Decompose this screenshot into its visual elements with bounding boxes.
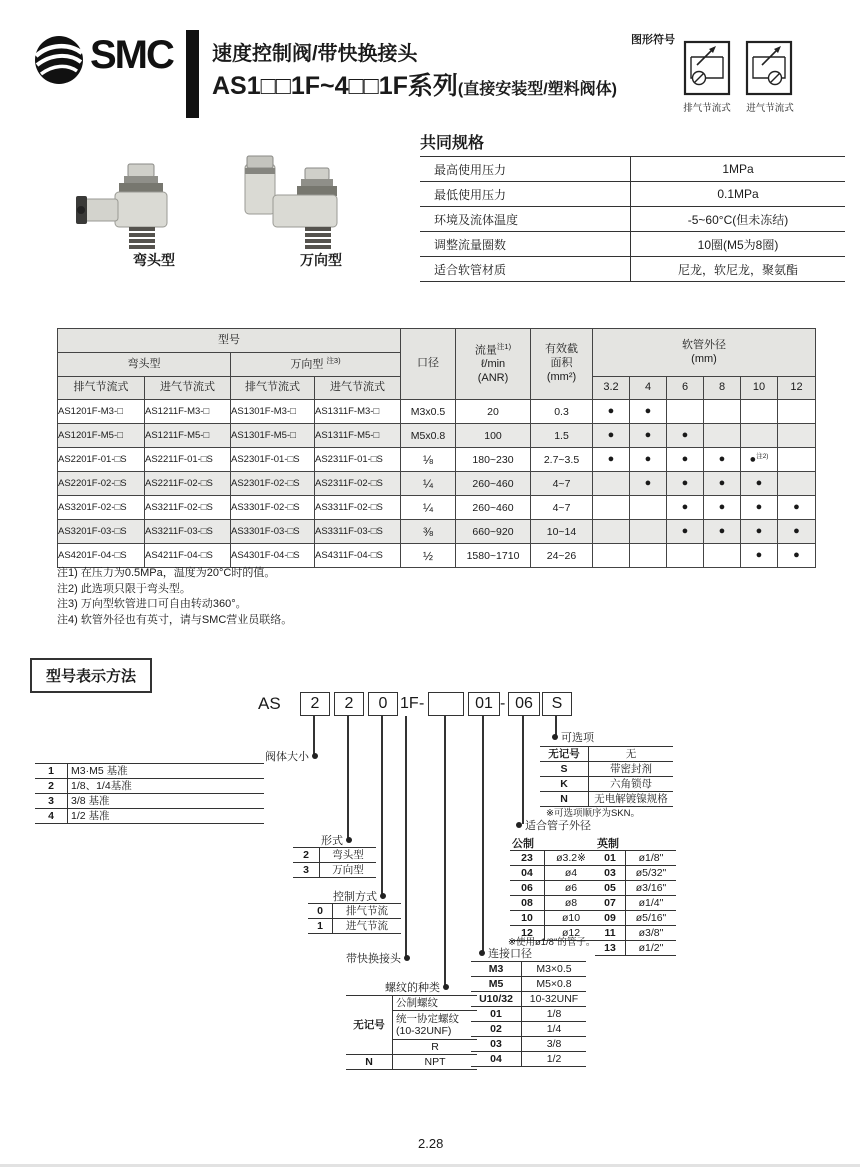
tube-od-label: 软管外径 bbox=[682, 338, 726, 351]
code-cell: N bbox=[346, 1055, 393, 1070]
code-box-tube: 06 bbox=[508, 692, 540, 716]
tube-od-dot bbox=[778, 424, 816, 448]
size-col: 3.2 bbox=[593, 377, 630, 400]
flow-cell: 660~920 bbox=[456, 520, 531, 544]
value-cell: ø3/8" bbox=[626, 926, 677, 941]
size-col: 6 bbox=[667, 377, 704, 400]
code-dash-1: - bbox=[419, 695, 425, 712]
model-cell: AS2301F-02-□S bbox=[231, 472, 315, 496]
model-cell: AS4311F-04-□S bbox=[315, 544, 401, 568]
table-row bbox=[420, 207, 845, 232]
code-cell: 02 bbox=[471, 1022, 522, 1037]
model-cell: AS3201F-03-□S bbox=[58, 520, 145, 544]
model-cell: AS2301F-01-□S bbox=[231, 448, 315, 472]
common-specs-title: 共同规格 bbox=[420, 135, 485, 152]
table-row bbox=[58, 472, 816, 496]
value-cell: 带密封剂 bbox=[589, 762, 674, 777]
value-cell: 3/8 bbox=[522, 1037, 587, 1052]
connector-dot bbox=[443, 984, 449, 990]
tube-od-dot: ● bbox=[667, 448, 704, 472]
connector-dot bbox=[380, 893, 386, 899]
product-image-universal bbox=[233, 150, 363, 267]
value-cell: 1/4 bbox=[522, 1022, 587, 1037]
series-title bbox=[212, 66, 617, 102]
tube-od-dot bbox=[778, 472, 816, 496]
label-text: 形式 bbox=[321, 835, 343, 847]
code-cell: N bbox=[540, 792, 589, 807]
code-box-option: S bbox=[542, 692, 572, 716]
value-cell: ø3/16" bbox=[626, 881, 677, 896]
size-col: 10 bbox=[741, 377, 778, 400]
series-paren: (直接安装型/塑料阀体) bbox=[457, 81, 617, 98]
body-size-label bbox=[265, 748, 318, 764]
code-cell: 3 bbox=[293, 863, 320, 878]
code-cell: 无记号 bbox=[346, 996, 393, 1055]
header-area bbox=[531, 329, 593, 400]
control-table bbox=[308, 903, 401, 934]
area-label2: 面积 bbox=[550, 357, 573, 370]
tube-od-dot: ● bbox=[741, 472, 778, 496]
code-box-form: 2 bbox=[334, 692, 364, 716]
tube-od-dot: ●$^{注2)}$ bbox=[741, 448, 778, 472]
code-box-control: 0 bbox=[368, 692, 398, 716]
quick-coupling-label bbox=[346, 950, 410, 966]
model-cell: AS3301F-03-□S bbox=[231, 520, 315, 544]
tube-od-dot bbox=[630, 520, 667, 544]
model-cell: AS1301F-M5-□ bbox=[231, 424, 315, 448]
metric-note: ※使用ø1/8"的管子。 bbox=[508, 937, 596, 948]
tube-od-dot: ● bbox=[741, 544, 778, 568]
code-cell: 04 bbox=[471, 1052, 522, 1067]
label-text: 带快换接头 bbox=[346, 953, 401, 965]
value-cell: 无 bbox=[589, 747, 674, 762]
spec-label: 环境及流体温度 bbox=[420, 207, 631, 232]
code-cell: 3 bbox=[35, 794, 68, 809]
leader-line-port bbox=[482, 716, 484, 952]
common-specs-table bbox=[420, 156, 845, 282]
model-cell: AS1201F-M3-□ bbox=[58, 400, 145, 424]
table-row bbox=[58, 544, 816, 568]
value-cell: ø1/4" bbox=[626, 896, 677, 911]
tube-od-dot bbox=[667, 544, 704, 568]
tube-od-dot: ● bbox=[704, 520, 741, 544]
connector-dot bbox=[552, 734, 558, 740]
form-table bbox=[293, 847, 376, 878]
area-label1: 有效截 bbox=[545, 343, 578, 356]
code-cell: 03 bbox=[595, 866, 626, 881]
tube-od-dot bbox=[741, 424, 778, 448]
flow-note-ref: 注1) bbox=[496, 342, 512, 352]
leader-line-thread bbox=[444, 716, 446, 986]
header-elbow: 弯头型 bbox=[58, 353, 231, 377]
tube-od-dot bbox=[593, 544, 630, 568]
model-cell: AS2311F-02-□S bbox=[315, 472, 401, 496]
note-3: 注3) 万向型软管进口可自由转动360°。 bbox=[57, 598, 247, 610]
value-cell: ø6 bbox=[545, 881, 598, 896]
code-box-body-size: 2 bbox=[300, 692, 330, 716]
flow-label: 流量 bbox=[474, 344, 497, 357]
flow-cell: 1580~1710 bbox=[456, 544, 531, 568]
code-cell: 09 bbox=[595, 911, 626, 926]
code-cell: 1 bbox=[35, 764, 68, 779]
model-cell: AS1211F-M3-□ bbox=[145, 400, 231, 424]
area-cell: 10~14 bbox=[531, 520, 593, 544]
graphic-symbol-label: 图形符号 bbox=[631, 34, 675, 46]
tube-od-dot: ● bbox=[667, 472, 704, 496]
code-box-thread-blank bbox=[428, 692, 464, 716]
code-cell: 13 bbox=[595, 941, 626, 956]
area-cell: 2.7~3.5 bbox=[531, 448, 593, 472]
tube-od-unit: (mm) bbox=[691, 352, 717, 365]
code-cell: S bbox=[540, 762, 589, 777]
header-port: 口径 bbox=[401, 329, 456, 400]
table-row bbox=[420, 257, 845, 282]
size-col: 12 bbox=[778, 377, 816, 400]
options-note: ※可选项顺序为SKN。 bbox=[546, 808, 640, 819]
code-cell: 06 bbox=[510, 881, 545, 896]
connector-dot bbox=[516, 822, 522, 828]
label-text: 阀体大小 bbox=[265, 751, 309, 763]
table-row bbox=[58, 400, 816, 424]
code-cell: U10/32 bbox=[471, 992, 522, 1007]
designation-title-box: 型号表示方法 bbox=[30, 658, 152, 693]
model-cell: AS3311F-03-□S bbox=[315, 520, 401, 544]
value-cell: M3×0.5 bbox=[522, 962, 587, 977]
page-title: 速度控制阀/带快换接头 bbox=[212, 43, 418, 65]
model-cell: AS4201F-04-□S bbox=[58, 544, 145, 568]
tube-od-dot bbox=[704, 424, 741, 448]
code-cell: 2 bbox=[293, 848, 320, 863]
tube-od-dot: ● bbox=[667, 496, 704, 520]
series-code: AS1□□1F~4□□1F系列 bbox=[212, 72, 458, 100]
code-cell: 23 bbox=[510, 851, 545, 866]
tube-od-dot: ● bbox=[593, 400, 630, 424]
model-cell: AS1211F-M5-□ bbox=[145, 424, 231, 448]
connector-dot bbox=[312, 753, 318, 759]
spec-label: 适合软管材质 bbox=[420, 257, 631, 282]
port-cell: ¼ bbox=[401, 496, 456, 520]
table-row bbox=[420, 232, 845, 257]
label-text: 连接口径 bbox=[488, 948, 532, 960]
tube-od-dot: ● bbox=[778, 496, 816, 520]
model-cell: AS4211F-04-□S bbox=[145, 544, 231, 568]
tube-od-dot bbox=[593, 496, 630, 520]
pneumatic-symbol-intake-icon bbox=[745, 40, 793, 96]
value-cell: 万向型 bbox=[320, 863, 377, 878]
leader-line-tube-od bbox=[522, 716, 524, 824]
tube-od-dot bbox=[704, 400, 741, 424]
code-cell: 01 bbox=[471, 1007, 522, 1022]
model-cell: AS3301F-02-□S bbox=[231, 496, 315, 520]
model-cell: AS1301F-M3-□ bbox=[231, 400, 315, 424]
value-cell: NPT bbox=[393, 1055, 478, 1070]
value-cell: 公制螺纹 bbox=[393, 996, 478, 1011]
tube-od-dot bbox=[630, 544, 667, 568]
port-size-table bbox=[471, 961, 586, 1067]
tube-od-dot: ● bbox=[704, 472, 741, 496]
code-cell: 11 bbox=[595, 926, 626, 941]
spec-value: 0.1MPa bbox=[631, 182, 846, 207]
tube-od-dot: ● bbox=[630, 448, 667, 472]
value-cell: ø10 bbox=[545, 911, 598, 926]
code-cell: M5 bbox=[471, 977, 522, 992]
tube-od-dot: ● bbox=[741, 496, 778, 520]
leader-line-control bbox=[381, 716, 383, 895]
body-size-table bbox=[35, 763, 264, 824]
model-cell: AS1311F-M5-□ bbox=[315, 424, 401, 448]
flow-cell: 20 bbox=[456, 400, 531, 424]
flow-unit: ℓ/min bbox=[480, 358, 506, 371]
note-4: 注4) 软管外径也有英寸，请与SMC营业员联络。 bbox=[57, 613, 293, 626]
tube-od-dot bbox=[593, 520, 630, 544]
header-exhaust: 排气节流式 bbox=[231, 377, 315, 400]
label-text: 适合管子外径 bbox=[525, 820, 591, 832]
header-universal bbox=[231, 353, 401, 377]
value-cell: R bbox=[393, 1040, 478, 1055]
note-2: 注2) 此选项只限于弯头型。 bbox=[57, 582, 191, 595]
code-dash-2: - bbox=[500, 695, 506, 712]
spec-label: 最高使用压力 bbox=[420, 157, 631, 182]
area-cell: 1.5 bbox=[531, 424, 593, 448]
tube-od-dot bbox=[593, 472, 630, 496]
spec-value: -5~60°C(但未冻结) bbox=[631, 207, 846, 232]
tube-od-dot: ● bbox=[630, 424, 667, 448]
thread-type-table bbox=[346, 995, 477, 1070]
flow-cell: 100 bbox=[456, 424, 531, 448]
smc-logo-emblem-icon bbox=[33, 34, 85, 86]
tube-od-dot: ● bbox=[778, 520, 816, 544]
value-cell: ø4 bbox=[545, 866, 598, 881]
header-divider-bar bbox=[186, 30, 199, 118]
tube-od-dot: ● bbox=[630, 400, 667, 424]
inch-label: 英制 bbox=[597, 838, 619, 850]
header-model: 型号 bbox=[58, 329, 401, 353]
tube-od-dot bbox=[778, 400, 816, 424]
universal-note-ref: 注3) bbox=[326, 356, 341, 366]
note-1: 注1) 在压力为0.5MPa，温度为20°C时的值。 bbox=[57, 567, 276, 579]
table-row bbox=[420, 182, 845, 207]
table-row bbox=[58, 520, 816, 544]
options-label bbox=[552, 729, 594, 745]
header-flow bbox=[456, 329, 531, 400]
port-cell: ⅛ bbox=[401, 448, 456, 472]
table-header-row bbox=[58, 329, 816, 353]
tube-od-group-label bbox=[516, 817, 591, 833]
spec-label: 调整流量圈数 bbox=[420, 232, 631, 257]
table-row bbox=[58, 424, 816, 448]
tube-od-dot: ● bbox=[704, 448, 741, 472]
flow-unit2: (ANR) bbox=[477, 372, 509, 385]
code-cell: K bbox=[540, 777, 589, 792]
model-cell: AS4301F-04-□S bbox=[231, 544, 315, 568]
model-cell: AS2211F-02-□S bbox=[145, 472, 231, 496]
model-cell: AS2311F-01-□S bbox=[315, 448, 401, 472]
page-number: 2.28 bbox=[418, 1136, 444, 1151]
smc-logo-text: SMC bbox=[90, 33, 173, 77]
tube-od-dot bbox=[667, 400, 704, 424]
code-cell: 04 bbox=[510, 866, 545, 881]
header-intake: 进气节流式 bbox=[145, 377, 231, 400]
value-cell: 排气节流 bbox=[333, 904, 402, 919]
tube-od-dot: ● bbox=[741, 520, 778, 544]
area-cell: 0.3 bbox=[531, 400, 593, 424]
tube-od-dot bbox=[704, 544, 741, 568]
flow-cell: 180~230 bbox=[456, 448, 531, 472]
area-cell: 4~7 bbox=[531, 496, 593, 520]
area-cell: 4~7 bbox=[531, 472, 593, 496]
model-cell: AS2201F-02-□S bbox=[58, 472, 145, 496]
flow-cell: 260~460 bbox=[456, 472, 531, 496]
value-cell: M3·M5 基准 bbox=[68, 764, 265, 779]
value-cell: ø1/2" bbox=[626, 941, 677, 956]
value-cell: ø3.2※ bbox=[545, 851, 598, 866]
value-cell: ø12 bbox=[545, 926, 598, 941]
port-cell: M5x0.8 bbox=[401, 424, 456, 448]
flow-cell: 260~460 bbox=[456, 496, 531, 520]
tube-od-dot: ● bbox=[667, 520, 704, 544]
spec-value: 尼龙，软尼龙，聚氨酯 bbox=[631, 257, 846, 282]
tube-od-dot: ● bbox=[593, 448, 630, 472]
table-row bbox=[58, 496, 816, 520]
code-box-port: 01 bbox=[468, 692, 500, 716]
leader-line-quick-coupling bbox=[405, 716, 407, 957]
area-cell: 24~26 bbox=[531, 544, 593, 568]
value-cell: 3/8 基准 bbox=[68, 794, 265, 809]
value-cell: ø1/8" bbox=[626, 851, 677, 866]
connector-dot bbox=[479, 950, 485, 956]
code-cell: 03 bbox=[471, 1037, 522, 1052]
value-cell: M5×0.8 bbox=[522, 977, 587, 992]
value-cell: 六角锁母 bbox=[589, 777, 674, 792]
header-intake: 进气节流式 bbox=[315, 377, 401, 400]
control-label bbox=[333, 888, 386, 904]
size-col: 8 bbox=[704, 377, 741, 400]
connector-dot bbox=[346, 837, 352, 843]
model-cell: AS3311F-02-□S bbox=[315, 496, 401, 520]
table-row bbox=[420, 157, 845, 182]
code-cell: M3 bbox=[471, 962, 522, 977]
value-cell: 1/8、1/4基准 bbox=[68, 779, 265, 794]
tube-od-dot bbox=[741, 400, 778, 424]
port-cell: M3x0.5 bbox=[401, 400, 456, 424]
tube-od-dot: ● bbox=[704, 496, 741, 520]
port-cell: ½ bbox=[401, 544, 456, 568]
spec-value: 1MPa bbox=[631, 157, 846, 182]
product-label-universal: 万向型 bbox=[300, 252, 342, 268]
label-text: 控制方式 bbox=[333, 891, 377, 903]
port-cell: ¼ bbox=[401, 472, 456, 496]
product-label-elbow: 弯头型 bbox=[133, 252, 175, 268]
page-bottom-edge bbox=[0, 1164, 860, 1167]
model-cell: AS2201F-01-□S bbox=[58, 448, 145, 472]
code-cell: 1 bbox=[308, 919, 333, 934]
pneumatic-symbol-exhaust-icon bbox=[683, 40, 731, 96]
label-text: 螺纹的种类 bbox=[385, 982, 440, 994]
size-col: 4 bbox=[630, 377, 667, 400]
spec-label: 最低使用压力 bbox=[420, 182, 631, 207]
model-cell: AS2211F-01-□S bbox=[145, 448, 231, 472]
form-label bbox=[321, 832, 352, 848]
value-cell: 统一协定螺纹(10-32UNF) bbox=[393, 1011, 478, 1040]
tube-od-dot: ● bbox=[593, 424, 630, 448]
tube-od-dot: ● bbox=[630, 472, 667, 496]
tube-od-dot bbox=[778, 448, 816, 472]
tube-od-metric-table bbox=[510, 850, 597, 941]
code-cell: 08 bbox=[510, 896, 545, 911]
model-cell: AS1311F-M3-□ bbox=[315, 400, 401, 424]
table-row bbox=[58, 448, 816, 472]
code-cell: 无记号 bbox=[540, 747, 589, 762]
leader-line-form bbox=[347, 716, 349, 839]
symbol-caption-exhaust: 排气节流式 bbox=[683, 103, 731, 114]
value-cell: 进气节流 bbox=[333, 919, 402, 934]
code-cell: 2 bbox=[35, 779, 68, 794]
model-cell: AS3201F-02-□S bbox=[58, 496, 145, 520]
tube-od-dot bbox=[630, 496, 667, 520]
tube-od-dot: ● bbox=[667, 424, 704, 448]
thread-type-label bbox=[385, 979, 449, 995]
header-tube-od bbox=[593, 329, 816, 377]
value-cell: 10-32UNF bbox=[522, 992, 587, 1007]
notes-block bbox=[57, 566, 292, 628]
tube-od-inch-table bbox=[595, 850, 676, 956]
port-cell: ⅜ bbox=[401, 520, 456, 544]
value-cell: 1/8 bbox=[522, 1007, 587, 1022]
model-table bbox=[57, 328, 816, 568]
code-cell: 07 bbox=[595, 896, 626, 911]
code-cell: 01 bbox=[595, 851, 626, 866]
code-cell: 12 bbox=[510, 926, 545, 941]
connector-dot bbox=[404, 955, 410, 961]
value-cell: 1/2 基准 bbox=[68, 809, 265, 824]
code-prefix: AS bbox=[258, 694, 281, 713]
value-cell: 无电解镀镍规格 bbox=[589, 792, 674, 807]
symbol-caption-intake: 进气节流式 bbox=[746, 103, 794, 114]
tube-od-dot: ● bbox=[778, 544, 816, 568]
model-cell: AS1201F-M5-□ bbox=[58, 424, 145, 448]
header-exhaust: 排气节流式 bbox=[58, 377, 145, 400]
universal-label: 万向型 bbox=[290, 358, 324, 371]
code-cell: 4 bbox=[35, 809, 68, 824]
spec-value: 10圈(M5为8圈) bbox=[631, 232, 846, 257]
model-cell: AS3211F-02-□S bbox=[145, 496, 231, 520]
code-cell: 0 bbox=[308, 904, 333, 919]
metric-label: 公制 bbox=[512, 838, 534, 850]
value-cell: ø5/16" bbox=[626, 911, 677, 926]
value-cell: ø5/32" bbox=[626, 866, 677, 881]
code-cell: 05 bbox=[595, 881, 626, 896]
value-cell: 1/2 bbox=[522, 1052, 587, 1067]
value-cell: ø8 bbox=[545, 896, 598, 911]
area-unit: (mm²) bbox=[546, 370, 577, 383]
options-table bbox=[540, 746, 673, 807]
label-text: 可选项 bbox=[561, 732, 594, 744]
value-cell: 弯头型 bbox=[320, 848, 377, 863]
code-mid: 1F bbox=[400, 695, 419, 712]
model-cell: AS3211F-03-□S bbox=[145, 520, 231, 544]
code-cell: 10 bbox=[510, 911, 545, 926]
